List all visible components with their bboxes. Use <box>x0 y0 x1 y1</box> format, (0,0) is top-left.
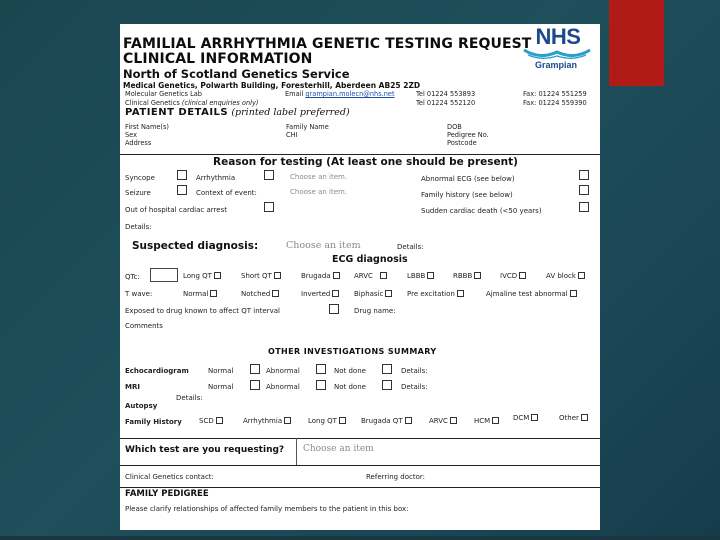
scd-checkbox[interactable] <box>579 202 589 212</box>
rbbb-checkbox[interactable] <box>474 272 481 279</box>
ajmaline-abnormal[interactable] <box>486 290 577 298</box>
context-label: Context of event: <box>196 189 257 197</box>
autopsy-details-field[interactable]: Details: <box>176 394 203 402</box>
divider-line <box>120 154 600 155</box>
fh-other[interactable] <box>559 414 588 422</box>
pre-excitation-checkbox[interactable] <box>457 290 464 297</box>
syncope-label: Syncope <box>125 174 155 182</box>
address-field[interactable]: Address <box>125 139 152 147</box>
brugada-label: Brugada <box>301 272 331 280</box>
ajmaline-label: Ajmaline test abnormal <box>486 290 568 298</box>
family-name-field[interactable]: Family Name <box>286 123 329 131</box>
fh-arrhythmia[interactable] <box>243 417 291 425</box>
which-test-divider <box>296 438 297 465</box>
av-block-label: AV block <box>546 272 576 280</box>
pre-excitation-label: Pre excitation <box>407 290 455 298</box>
echo-abnormal-checkbox[interactable] <box>316 364 326 374</box>
divider-line <box>120 487 600 488</box>
av-block-checkbox[interactable] <box>578 272 585 279</box>
twave-normal-label: Normal <box>183 290 209 298</box>
ajmaline-checkbox[interactable] <box>570 290 577 297</box>
molecular-lab-fax: Fax: 01224 551259 <box>523 90 587 98</box>
ecg-brugada[interactable] <box>301 272 340 280</box>
mri-abnormal-checkbox[interactable] <box>316 380 326 390</box>
qtc-input[interactable] <box>150 268 178 282</box>
suspected-diagnosis-dropdown[interactable]: Choose an item <box>286 240 361 251</box>
suspected-diagnosis-label: Suspected diagnosis: <box>132 240 259 252</box>
fh-long-qt-checkbox[interactable] <box>339 417 346 424</box>
fh-hcm[interactable] <box>474 417 499 425</box>
mri-normal-checkbox[interactable] <box>250 380 260 390</box>
nhs-wave-icon <box>522 46 592 60</box>
form-subtitle: CLINICAL INFORMATION <box>123 51 313 67</box>
short-qt-label: Short QT <box>241 272 272 280</box>
context-dropdown[interactable]: Choose an item. <box>290 188 348 196</box>
twave-inverted[interactable] <box>301 290 339 298</box>
patient-details-heading <box>125 107 350 118</box>
divider-line <box>120 438 600 439</box>
fh-brugada-qt-checkbox[interactable] <box>405 417 412 424</box>
clinical-genetics-dept: Clinical Genetics <box>125 99 180 107</box>
fh-hcm-label: HCM <box>474 417 491 425</box>
ohca-checkbox[interactable] <box>264 202 274 212</box>
chi-field[interactable]: CHI <box>286 131 298 139</box>
echo-details-field[interactable]: Details: <box>401 367 428 375</box>
fh-arvc-checkbox[interactable] <box>450 417 457 424</box>
twave-inverted-label: Inverted <box>301 290 331 298</box>
ohca-label: Out of hospital cardiac arrest <box>125 206 227 214</box>
family-history-label: Family History <box>125 418 182 426</box>
arrhythmia-checkbox[interactable] <box>264 170 274 180</box>
ivcd-label: IVCD <box>500 272 518 280</box>
family-history-reason-label: Family history (see below) <box>421 191 513 199</box>
fh-dcm[interactable] <box>513 414 538 422</box>
qtc-label: QTc: <box>125 273 140 281</box>
arrhythmia-label: Arrhythmia <box>196 174 236 182</box>
mri-normal-label: Normal <box>208 383 234 391</box>
nhs-logo-text: NHS <box>535 24 581 49</box>
short-qt-checkbox[interactable] <box>274 272 281 279</box>
abnormal-ecg-label: Abnormal ECG (see below) <box>421 175 515 183</box>
fh-other-checkbox[interactable] <box>581 414 588 421</box>
clinical-genetics-contact-field[interactable]: Clinical Genetics contact: <box>125 473 214 481</box>
nhs-logo-subtext: Grampian <box>534 60 577 70</box>
echo-normal-label: Normal <box>208 367 234 375</box>
fh-long-qt[interactable] <box>308 417 346 425</box>
molecular-lab-tel: Tel 01224 553893 <box>416 90 476 98</box>
autopsy-label: Autopsy <box>125 402 158 410</box>
ecg-short-qt[interactable] <box>241 272 281 280</box>
drug-exposed-label: Exposed to drug known to affect QT interval <box>125 307 280 315</box>
fh-arvc-label: ARVC <box>429 417 448 425</box>
reason-details-field[interactable]: Details: <box>125 223 152 231</box>
ecg-long-qt[interactable] <box>183 272 221 280</box>
rbbb-label: RBBB <box>453 272 473 280</box>
fh-dcm-label: DCM <box>513 414 530 422</box>
clinical-genetics-note: (clinical enquiries only) <box>181 99 259 107</box>
fh-hcm-checkbox[interactable] <box>492 417 499 424</box>
referring-doctor-field[interactable]: Referring doctor: <box>366 473 426 481</box>
ecg-heading: ECG diagnosis <box>332 254 408 265</box>
pedigree-input-area[interactable] <box>120 514 600 530</box>
brugada-checkbox[interactable] <box>333 272 340 279</box>
mri-details-field[interactable]: Details: <box>401 383 428 391</box>
dob-field[interactable]: DOB <box>447 123 462 131</box>
email-link[interactable]: grampian.molecn@nhs.net <box>305 90 395 98</box>
email-label: Email <box>285 90 304 98</box>
twave-notched[interactable] <box>241 290 279 298</box>
request-form-document <box>120 24 600 530</box>
drug-exposed-checkbox[interactable] <box>329 304 339 314</box>
clinical-genetics-label <box>125 99 258 107</box>
fh-scd-checkbox[interactable] <box>216 417 223 424</box>
long-qt-checkbox[interactable] <box>214 272 221 279</box>
fh-brugada-qt-label: Brugada QT <box>361 417 403 425</box>
twave-notched-label: Notched <box>241 290 271 298</box>
service-address: Medical Genetics, Polwarth Building, Foresterhill, Aberdeen AB25 2ZD <box>123 81 421 90</box>
investigations-heading: OTHER INVESTIGATIONS SUMMARY <box>268 347 437 356</box>
molecular-lab-label: Molecular Genetics Lab <box>125 90 202 98</box>
fh-dcm-checkbox[interactable] <box>531 414 538 421</box>
pedigree-no-field[interactable]: Pedigree No. <box>447 131 489 139</box>
seizure-checkbox[interactable] <box>177 185 187 195</box>
mri-not-done-checkbox[interactable] <box>382 380 392 390</box>
echo-normal-checkbox[interactable] <box>250 364 260 374</box>
divider-line <box>120 465 600 466</box>
lbbb-checkbox[interactable] <box>427 272 434 279</box>
which-test-dropdown[interactable]: Choose an item <box>303 444 374 454</box>
scd-label: Sudden cardiac death (<50 years) <box>421 207 542 215</box>
echo-label: Echocardiogram <box>125 367 189 375</box>
mri-abnormal-label: Abnormal <box>266 383 300 391</box>
abnormal-ecg-checkbox[interactable] <box>579 170 589 180</box>
twave-biphasic-label: Biphasic <box>354 290 384 298</box>
clinical-genetics-tel: Tel 01224 552120 <box>416 99 476 107</box>
fh-brugada-qt[interactable] <box>361 417 412 425</box>
seizure-label: Seizure <box>125 189 151 197</box>
comments-field[interactable]: Comments <box>125 322 163 330</box>
red-accent-bar <box>609 0 664 86</box>
service-name: North of Scotland Genetics Service <box>123 67 350 81</box>
twave-notched-checkbox[interactable] <box>272 290 279 297</box>
postcode-field[interactable]: Postcode <box>447 139 477 147</box>
ecg-rbbb[interactable] <box>453 272 481 280</box>
pedigree-instruction: Please clarify relationships of affected family members to the patient in this box: <box>125 505 409 513</box>
twave-normal-checkbox[interactable] <box>210 290 217 297</box>
fh-long-qt-label: Long QT <box>308 417 337 425</box>
ecg-ivcd[interactable] <box>500 272 526 280</box>
fh-arvc[interactable] <box>429 417 457 425</box>
sex-field[interactable]: Sex <box>125 131 138 139</box>
twave-inverted-checkbox[interactable] <box>332 290 339 297</box>
form-title: FAMILIAL ARRHYTHMIA GENETIC TESTING REQUEST <box>123 36 532 52</box>
drug-name-field[interactable]: Drug name: <box>354 307 396 315</box>
clinical-genetics-fax: Fax: 01224 559390 <box>523 99 587 107</box>
echo-not-done-label: Not done <box>334 367 366 375</box>
fh-scd[interactable] <box>199 417 223 425</box>
pedigree-heading: FAMILY PEDIGREE <box>125 489 209 499</box>
email-row <box>285 90 395 98</box>
suspected-details-field[interactable]: Details: <box>397 243 424 251</box>
reason-heading: Reason for testing (At least one should be present) <box>213 156 518 168</box>
first-name-field[interactable]: First Name(s) <box>125 123 170 131</box>
ecg-av-block[interactable] <box>546 272 585 280</box>
echo-not-done-checkbox[interactable] <box>382 364 392 374</box>
echo-abnormal-label: Abnormal <box>266 367 300 375</box>
family-history-checkbox[interactable] <box>579 185 589 195</box>
ecg-lbbb[interactable] <box>407 272 434 280</box>
pre-excitation[interactable] <box>407 290 464 298</box>
mri-not-done-label: Not done <box>334 383 366 391</box>
fh-arrhythmia-label: Arrhythmia <box>243 417 283 425</box>
arrhythmia-dropdown[interactable]: Choose an item. <box>290 173 348 181</box>
fh-other-label: Other <box>559 414 579 422</box>
twave-biphasic-checkbox[interactable] <box>385 290 392 297</box>
slide-bottom-strip <box>0 536 720 540</box>
fh-scd-label: SCD <box>199 417 214 425</box>
patient-details-title: PATIENT DETAILS <box>125 107 229 118</box>
t-wave-label: T wave: <box>125 290 153 298</box>
lbbb-label: LBBB <box>407 272 426 280</box>
mri-label: MRI <box>125 383 140 391</box>
fh-arrhythmia-checkbox[interactable] <box>284 417 291 424</box>
twave-normal[interactable] <box>183 290 217 298</box>
ivcd-checkbox[interactable] <box>519 272 526 279</box>
twave-biphasic[interactable] <box>354 290 392 298</box>
syncope-checkbox[interactable] <box>177 170 187 180</box>
which-test-label: Which test are you requesting? <box>125 445 285 455</box>
patient-details-note: (printed label preferred) <box>231 107 350 118</box>
arvc-label: ARVC <box>354 272 373 280</box>
long-qt-label: Long QT <box>183 272 212 280</box>
ecg-arvc[interactable] <box>354 272 387 280</box>
arvc-checkbox[interactable] <box>380 272 387 279</box>
